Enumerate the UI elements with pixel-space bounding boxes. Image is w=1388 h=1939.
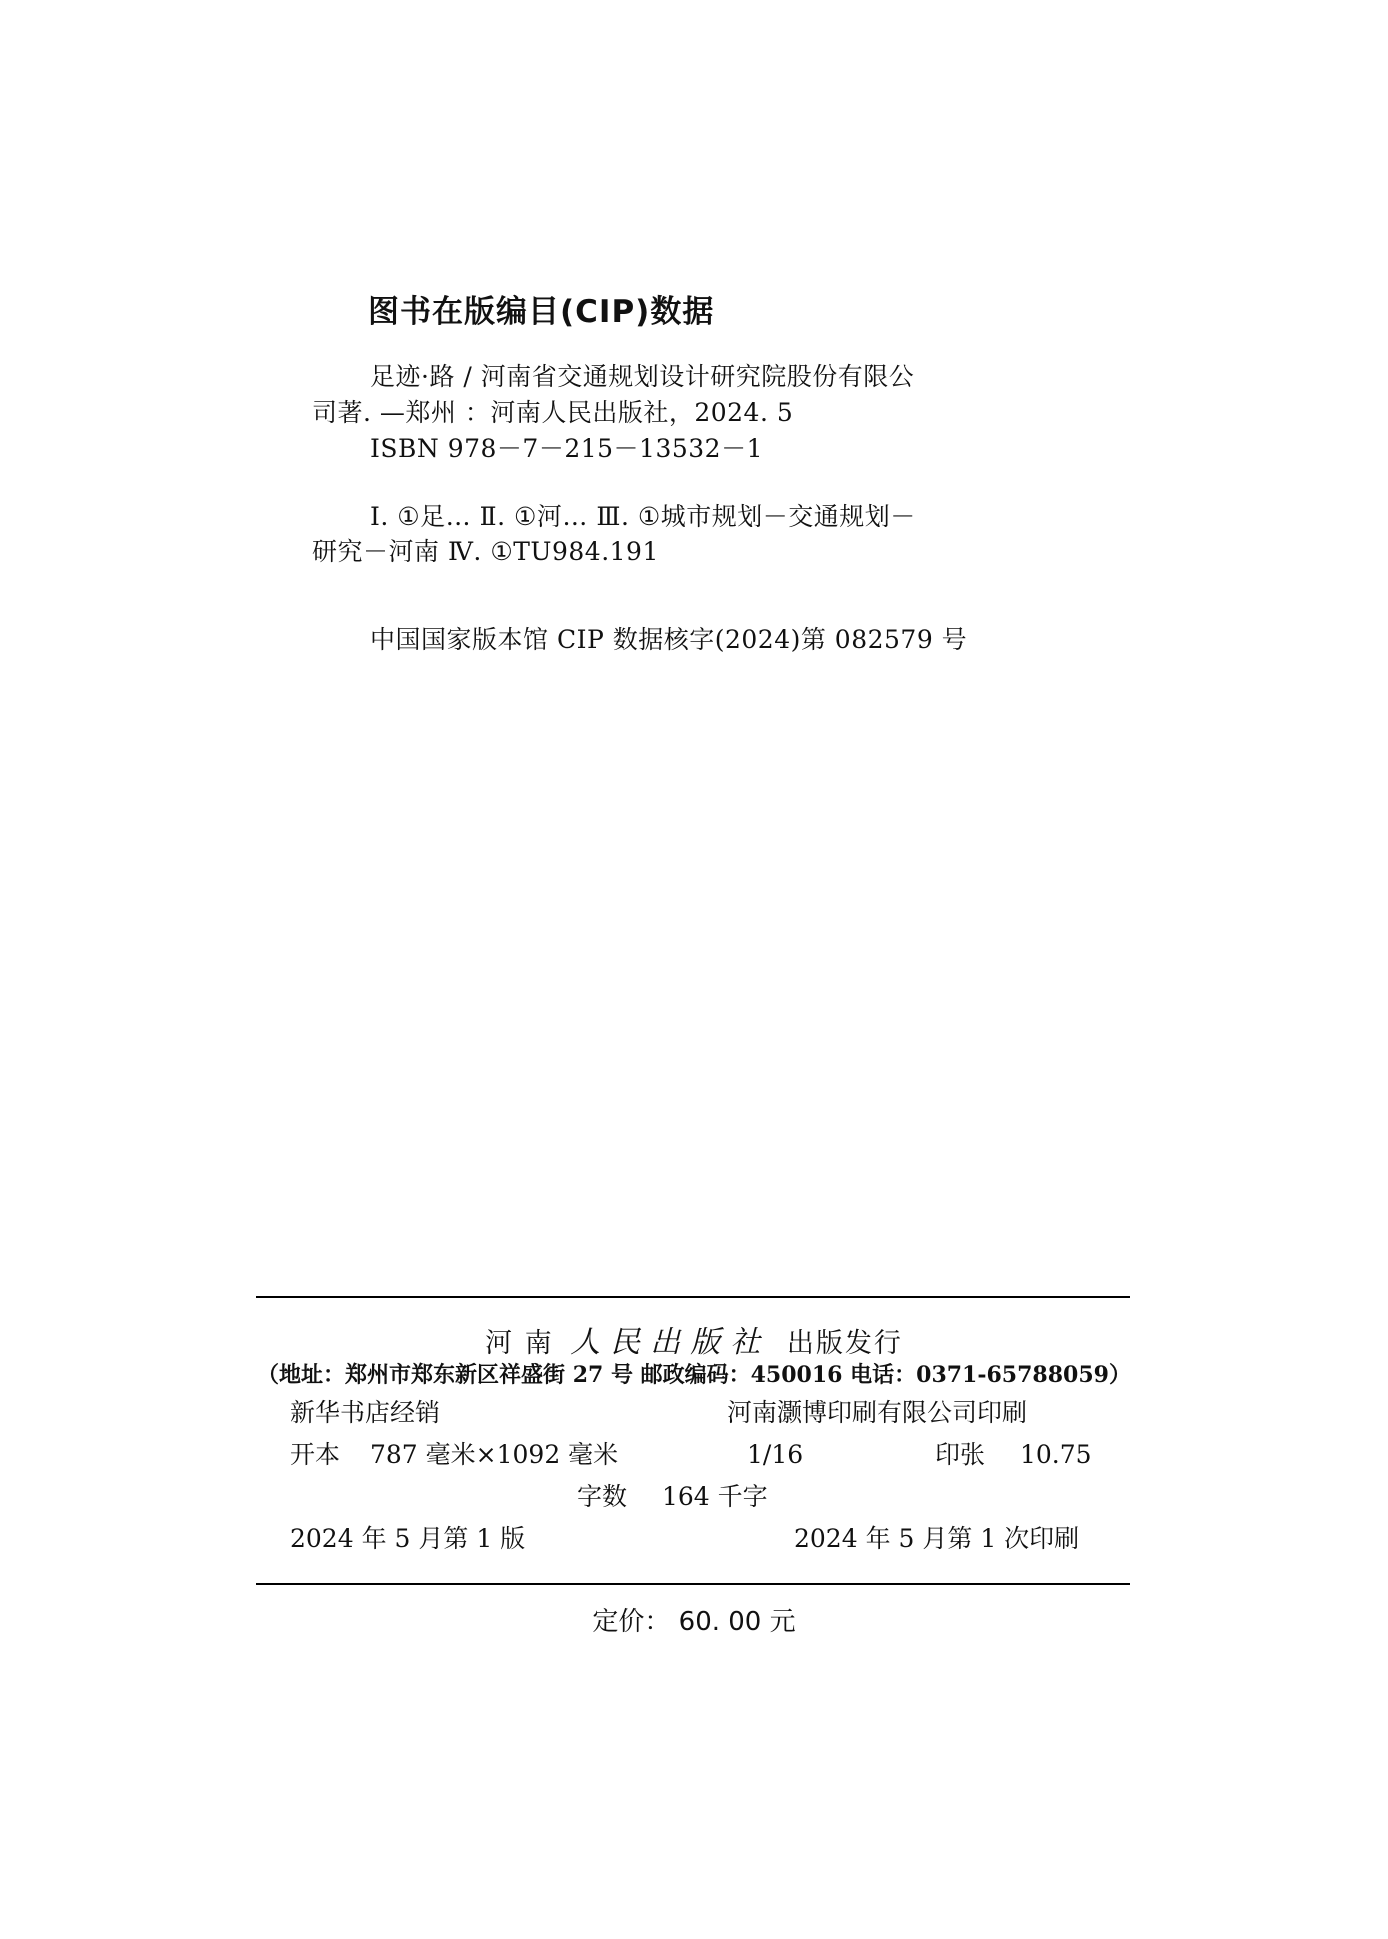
publisher-name-logo: 人民出版社 (570, 1325, 771, 1360)
word-count-label: 字数 (577, 1482, 628, 1511)
format-value: 787 毫米×1092 毫米 (370, 1440, 619, 1469)
publisher-prefix: 河 南 (485, 1328, 554, 1359)
cip-isbn-line: ISBN 978－7－215－13532－1 (370, 434, 763, 463)
price-value: 60. 00 元 (678, 1607, 796, 1637)
sheets-label: 印张 (935, 1440, 986, 1469)
printing: 2024 年 5 月第 1 次印刷 (794, 1524, 1080, 1553)
publisher-address: （地址：郑州市郑东新区祥盛街 27 号 邮政编码：450016 电话：0371-65788059） (257, 1362, 1131, 1388)
distributor: 新华书店经销 (290, 1398, 441, 1427)
sheets-value: 10.75 (1020, 1440, 1092, 1469)
publisher-suffix: 出版发行 (786, 1328, 903, 1359)
cip-publisher-line: 司著. —郑州 ：河南人民出版社，2024. 5 (312, 398, 794, 427)
fold-value: 1/16 (747, 1440, 804, 1469)
colophon-bottom-rule (256, 1583, 1130, 1585)
cip-subject-line: Ⅰ. ①足… Ⅱ. ①河… Ⅲ. ①城市规划－交通规划－ (370, 502, 916, 531)
word-count-value: 164 千字 (662, 1482, 768, 1511)
cip-title-line: 足迹·路 / 河南省交通规划设计研究院股份有限公 (370, 362, 915, 391)
publisher-line (0, 1317, 1388, 1361)
price-line (0, 1601, 1388, 1638)
colophon-top-rule (256, 1296, 1130, 1298)
cip-record-number: 中国国家版本馆 CIP 数据核字(2024)第 082579 号 (370, 625, 968, 654)
format-label: 开本 (290, 1440, 341, 1469)
printer: 河南灏博印刷有限公司印刷 (727, 1398, 1028, 1427)
cip-heading: 图书在版编目(CIP)数据 (368, 294, 715, 330)
cip-classification-line: 研究－河南 Ⅳ. ①TU984.191 (312, 537, 659, 566)
price-label: 定价： (592, 1607, 671, 1637)
edition: 2024 年 5 月第 1 版 (290, 1524, 526, 1553)
